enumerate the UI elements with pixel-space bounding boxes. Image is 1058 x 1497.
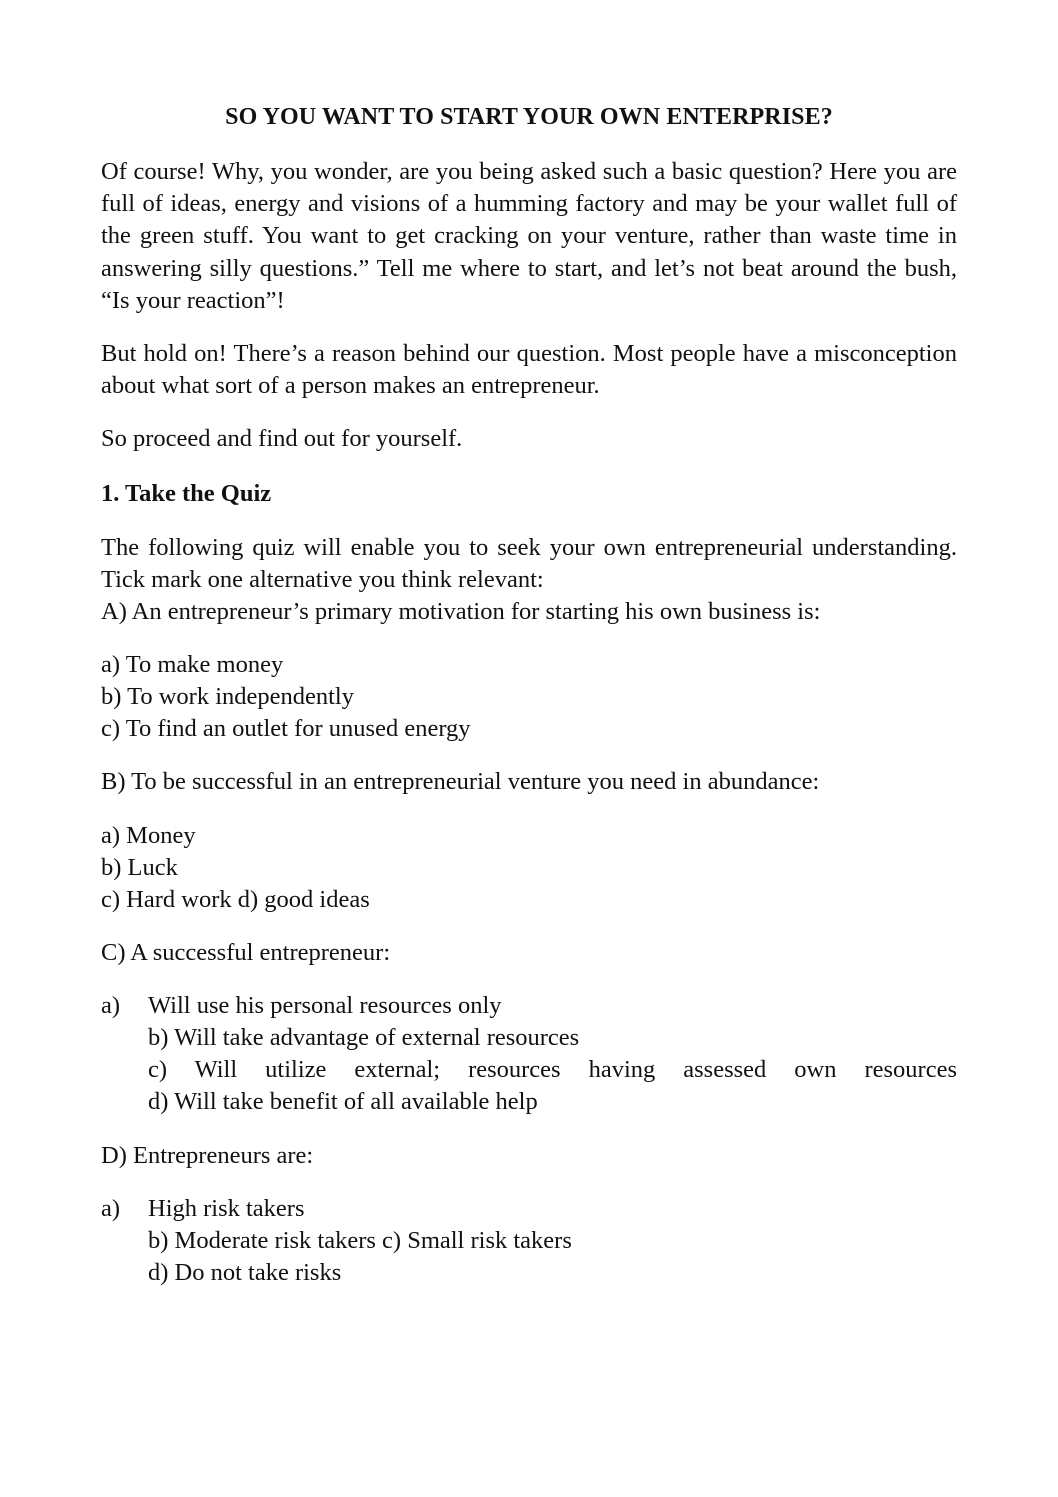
- question-d-option: High risk takers: [148, 1195, 305, 1222]
- question-c-option: d) Will take benefit of all available help: [148, 1088, 538, 1115]
- question-c-option: b) Will take advantage of external resources: [148, 1024, 580, 1051]
- quiz-intro: The following quiz will enable you to seek your own entrepreneurial understanding. Tick mark one alternative you think relevant:: [101, 534, 957, 594]
- question-d-option: d) Do not take risks: [148, 1259, 342, 1286]
- question-c-prompt: C) A successful entrepreneur:: [101, 939, 391, 966]
- question-a-option: b) To work independently: [101, 683, 354, 710]
- question-b-option: c) Hard work d) good ideas: [101, 886, 370, 913]
- question-b-prompt: B) To be successful in an entrepreneurial venture you need in abundance:: [101, 768, 820, 795]
- question-b-option: a) Money: [101, 822, 196, 849]
- question-c-option: Will use his personal resources only: [148, 992, 502, 1019]
- question-a-prompt: A) An entrepreneur’s primary motivation for starting his own business is:: [101, 598, 821, 625]
- question-d-first-marker: a): [101, 1195, 121, 1222]
- question-d-prompt: D) Entrepreneurs are:: [101, 1142, 314, 1169]
- intro-paragraph-3: So proceed and find out for yourself.: [101, 425, 463, 452]
- document-title: SO YOU WANT TO START YOUR OWN ENTERPRISE?: [225, 104, 833, 130]
- question-b-option: b) Luck: [101, 854, 178, 881]
- question-a-option: a) To make money: [101, 651, 284, 678]
- intro-paragraph-1: Of course! Why, you wonder, are you being asked such a basic question? Here you are full of ideas, energy and visions of a humming factory and may be your wallet full of the green stuff. You want to get cracking on your venture, rather than waste time in answering silly questions.” Tell me where to start, and let’s not beat around the bush, “Is your reaction”!: [101, 158, 957, 314]
- section-heading: 1. Take the Quiz: [101, 480, 272, 507]
- question-a-option: c) To find an outlet for unused energy: [101, 715, 471, 742]
- question-c-option: c) Will utilize external; resources having assessed own resources: [148, 1056, 957, 1083]
- question-d-option: b) Moderate risk takers c) Small risk takers: [148, 1227, 572, 1254]
- question-c-first-marker: a): [101, 992, 121, 1019]
- intro-paragraph-2: But hold on! There’s a reason behind our question. Most people have a misconception about what sort of a person makes an entrepreneur.: [101, 340, 957, 400]
